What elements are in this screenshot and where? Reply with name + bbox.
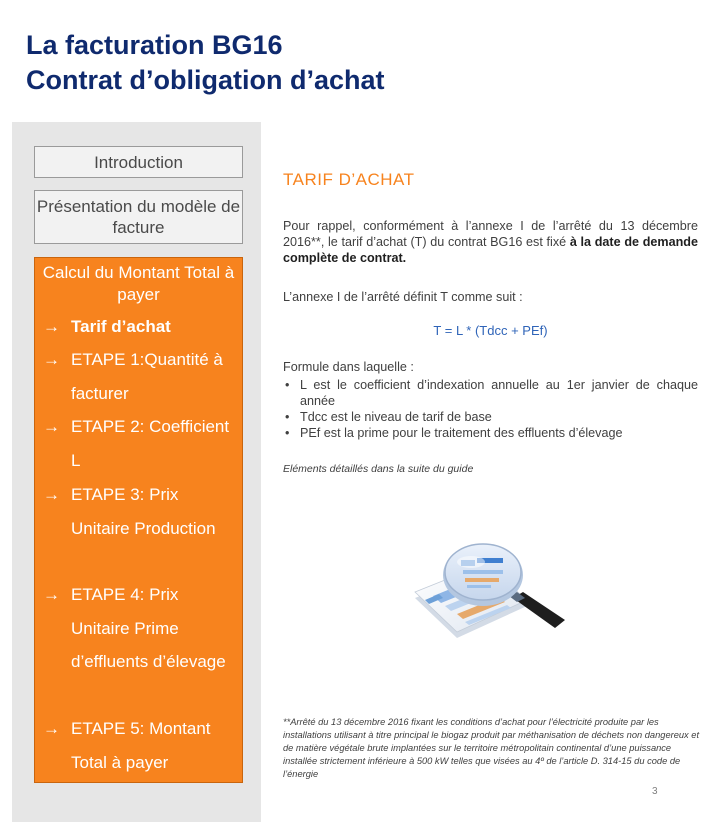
sidebar-step-label: ETAPE 1:Quantité à facturer	[71, 350, 223, 403]
footnote: **Arrêté du 13 décembre 2016 fixant les conditions d’achat pour l’électricité produite par les installations utilisant à titre principal le biogaz produit par méthanisation de déchets non dangereux et de matière végétale brute implantées sur le territoire métropolitain continental d’une puissance installée strictement inférieure à 500 kW telles que visées au 4º de l’article D. 314-15 du code de l’énergie	[283, 717, 700, 780]
arrow-right-icon: →	[43, 350, 60, 369]
sidebar-step-etape-4[interactable]	[43, 578, 238, 679]
arrow-right-icon: →	[43, 485, 60, 504]
list-item: • PEf est la prime pour le traitement des effluents d’élevage	[283, 425, 698, 441]
sidebar-step-etape-2[interactable]	[43, 410, 238, 477]
list-item: • Tdcc est le niveau de tarif de base	[283, 409, 698, 425]
sidebar-section-calcul[interactable]	[34, 257, 243, 783]
magnifier-document-illustration	[405, 540, 575, 660]
sidebar-step-label: Tarif d’achat	[71, 317, 171, 336]
definition-text: L’annexe I de l’arrêté définit T comme suit :	[283, 290, 523, 304]
sidebar-step-label: ETAPE 5: Montant Total à payer	[71, 719, 211, 772]
intro-text: Pour rappel, conformément à l’annexe I de l’arrêté du 13 décembre 2016**, le tarif d’achat (T) du contrat BG16 est fixé	[283, 219, 698, 249]
sidebar-item-label: Introduction	[94, 153, 183, 172]
page-title	[26, 28, 706, 98]
sidebar-step-etape-3[interactable]	[43, 478, 238, 545]
sidebar-item-label: Présentation du modèle de facture	[36, 197, 241, 237]
formula-terms-list	[283, 377, 698, 441]
sidebar-step-label: ETAPE 3: Prix Unitaire Production	[71, 485, 216, 538]
sidebar-section-title: Calcul du Montant Total à payer	[42, 263, 235, 304]
sidebar-step-etape-1[interactable]	[43, 343, 238, 410]
sidebar-item-presentation[interactable]	[34, 190, 243, 244]
tariff-formula: T = L * (Tdcc + PEf)	[433, 323, 548, 338]
sidebar-step-label: ETAPE 4: Prix Unitaire Prime d’effluents d’élevage	[71, 585, 226, 672]
page-title-line-2: Contrat d’obligation d’achat	[26, 65, 385, 95]
section-title: TARIF D’ACHAT	[283, 170, 415, 189]
intro-strong-text: à la date de demande complète de contrat.	[283, 235, 698, 265]
page-number: 3	[652, 786, 658, 797]
page-title-line-1: La facturation BG16	[26, 30, 283, 60]
details-note: Eléments détaillés dans la suite du guide	[283, 463, 474, 475]
list-item: • L est le coefficient d’indexation annuelle au 1er janvier de chaque année	[283, 377, 698, 409]
sidebar-item-introduction[interactable]	[34, 146, 243, 178]
arrow-right-icon: →	[43, 317, 60, 336]
intro-paragraph	[283, 218, 698, 266]
arrow-right-icon: →	[43, 417, 60, 436]
formula-intro-text: Formule dans laquelle :	[283, 360, 414, 374]
sidebar-step-label: ETAPE 2: Coefficient L	[71, 417, 230, 470]
sidebar-step-etape-5[interactable]	[43, 712, 238, 779]
arrow-right-icon: →	[43, 719, 60, 738]
arrow-right-icon: →	[43, 585, 60, 604]
sidebar-step-tarif[interactable]	[43, 310, 238, 344]
